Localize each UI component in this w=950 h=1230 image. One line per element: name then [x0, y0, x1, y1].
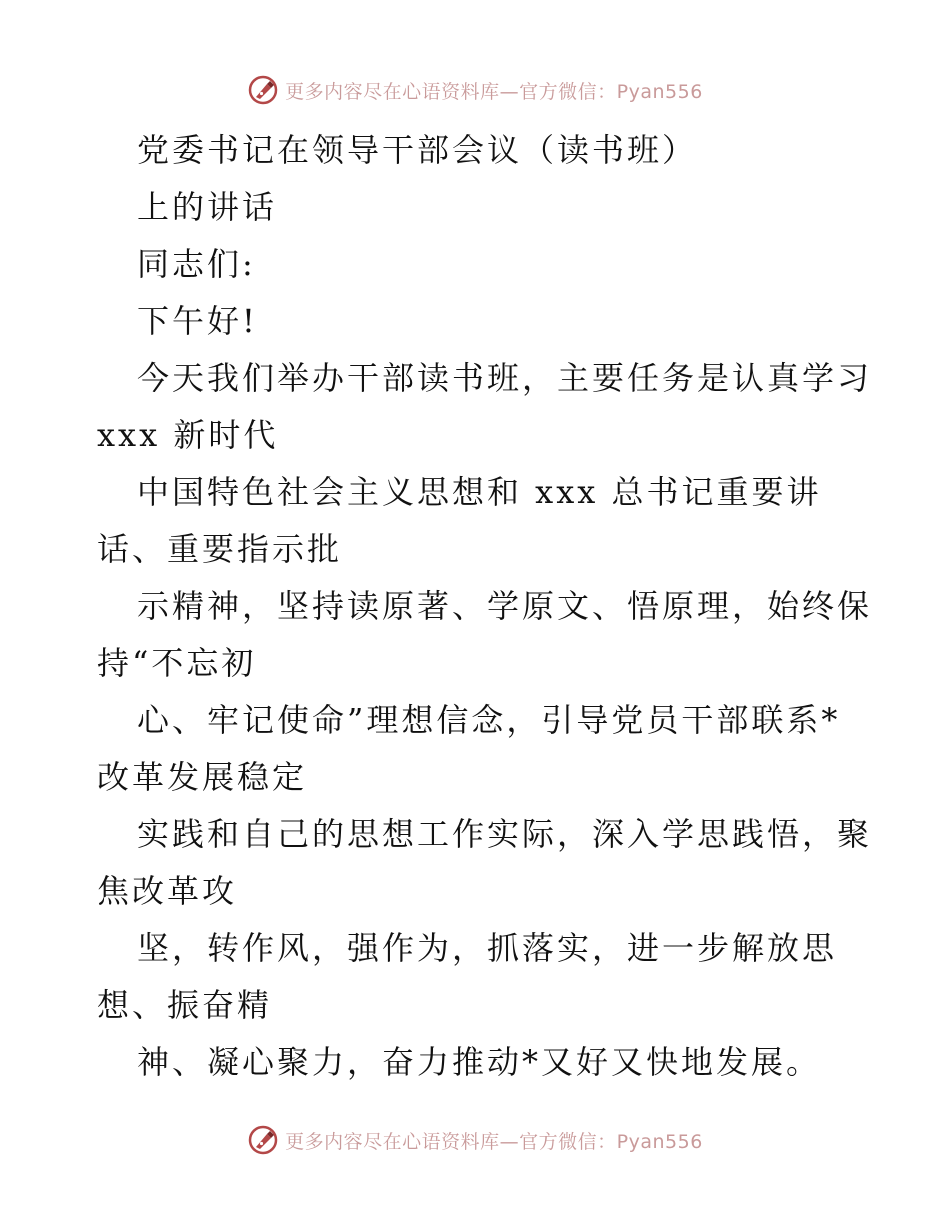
text-line: 持“不忘初: [97, 644, 257, 682]
watermark-text: 更多内容尽在心语资料库—官方微信：Pyan556: [285, 1130, 703, 1153]
header-watermark: [0, 70, 950, 110]
watermark-text: 更多内容尽在心语资料库—官方微信：Pyan556: [285, 80, 703, 103]
text-line: 改革发展稳定: [97, 758, 308, 796]
text-line: 上的讲话: [137, 188, 278, 226]
text-line: 今天我们举办干部读书班，主要任务是认真学习: [137, 359, 873, 397]
text-line: 实践和自己的思想工作实际，深入学思践悟，聚: [137, 815, 873, 853]
text-line: 中国特色社会主义思想和 xxx 总书记重要讲: [137, 473, 822, 511]
text-line: 话、重要指示批: [97, 530, 343, 568]
text-line: xxx 新时代: [97, 416, 279, 454]
pen-nib-logo-icon: [247, 1124, 279, 1156]
text-line: 下午好!: [137, 302, 258, 340]
text-line: 想、振奋精: [97, 986, 273, 1024]
text-line: 示精神，坚持读原著、学原文、悟原理，始终保: [137, 587, 873, 625]
text-line: 神、凝心聚力，奋力推动*又好又快地发展。: [137, 1043, 822, 1081]
text-line: 坚，转作风，强作为，抓落实，进一步解放思: [137, 929, 838, 967]
text-line: 焦改革攻: [97, 872, 238, 910]
pen-nib-logo-icon: [247, 74, 279, 106]
text-line: 同志们:: [137, 245, 256, 283]
text-line: 心、牢记使命”理想信念，引导党员干部联系*: [137, 701, 841, 739]
document-body: [97, 122, 873, 1091]
footer-watermark: [0, 1120, 950, 1160]
text-line: 党委书记在领导干部会议（读书班）: [137, 131, 698, 169]
